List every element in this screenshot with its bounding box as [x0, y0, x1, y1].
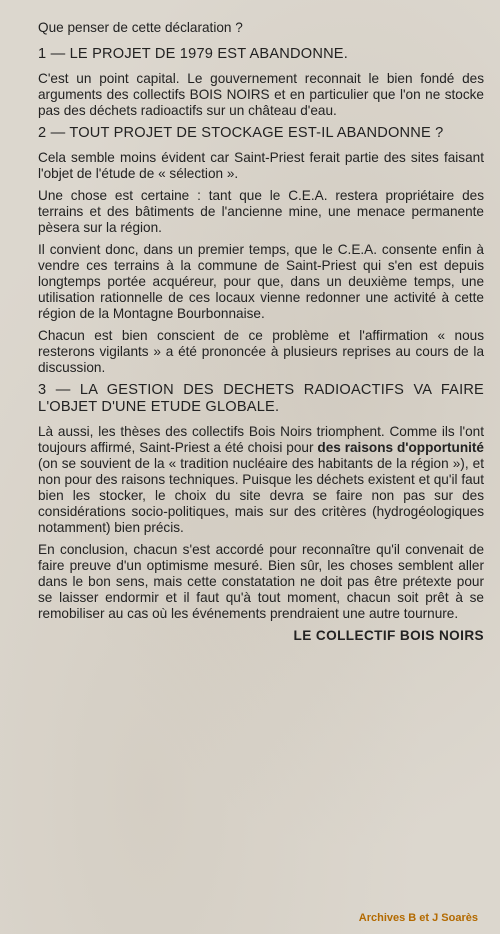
- section-3-paragraph-1: [38, 424, 484, 536]
- signature: LE COLLECTIF BOIS NOIRS: [293, 628, 484, 643]
- archive-credit: Archives B et J Soarès: [358, 912, 478, 924]
- article-column: [38, 20, 484, 644]
- intro-question: Que penser de cette déclaration ?: [38, 20, 243, 35]
- section-2-paragraph-3: Il convient donc, dans un premier temps, que le C.E.A. consente enfin à vendre ces terrains à la commune de Saint-Priest qui s'en est depuis longtemps portée acquéreur, pour que, dans un deuxième temps, une utilisation rationnelle de ces locaux vienne redonner une activité à cette région de la Montagne Bourbonnaise.: [38, 242, 484, 321]
- section-2-paragraph-1: Cela semble moins évident car Saint-Priest ferait partie des sites faisant l'objet de l'étude de « sélection ».: [38, 150, 484, 181]
- section-2-paragraph-2: Une chose est certaine : tant que le C.E.A. restera propriétaire des terrains et des bâtiments de l'ancienne mine, une menace permanente pèsera sur la région.: [38, 188, 484, 235]
- section-3-heading: 3 — LA GESTION DES DECHETS RADIOACTIFS VA FAIRE L'OBJET D'UNE ETUDE GLOBALE.: [38, 382, 484, 415]
- section-2-heading: 2 — TOUT PROJET DE STOCKAGE EST-IL ABANDONNE ?: [38, 125, 444, 141]
- section-2-paragraph-4: Chacun est bien conscient de ce problème et l'affirmation « nous resterons vigilants » a été prononcée à plusieurs reprises au cours de la discussion.: [38, 328, 484, 375]
- section-3-text-after: (on se souvient de la « tradition nucléaire des habitants de la région »), et non pour des raisons techniques. Puisque les déchets existent et qu'il faut bien les stocker, le choix du site devra se faire non pas sur des considérations socio-politiques, mais sur des critères (hydrogéologiques notamment) bien précis.: [38, 456, 484, 535]
- section-3-paragraph-2: En conclusion, chacun s'est accordé pour reconnaître qu'il convenait de faire preuve d'un optimisme mesuré. Bien sûr, les choses semblent aller dans le bon sens, mais cette constatation ne doit pas être prétexte pour se laisser endormir et il faut qu'à tout moment, chacun soit prêt à se remobiliser au cas où les événements prendraient une autre tournure.: [38, 542, 484, 621]
- section-1-paragraph: C'est un point capital. Le gouvernement reconnait le bien fondé des arguments des collectifs BOIS NOIRS et en particulier que l'on ne stocke pas des déchets radioactifs sur un château d'eau.: [38, 71, 484, 118]
- section-3-text-before: Là aussi, les thèses des collectifs Bois Noirs triomphent. Comme ils l'ont toujours affirmé, Saint-Priest a été choisi pour: [38, 424, 484, 455]
- section-3-bold-phrase: des raisons d'opportunité: [317, 440, 484, 455]
- section-1-heading: 1 — LE PROJET DE 1979 EST ABANDONNE.: [38, 46, 348, 62]
